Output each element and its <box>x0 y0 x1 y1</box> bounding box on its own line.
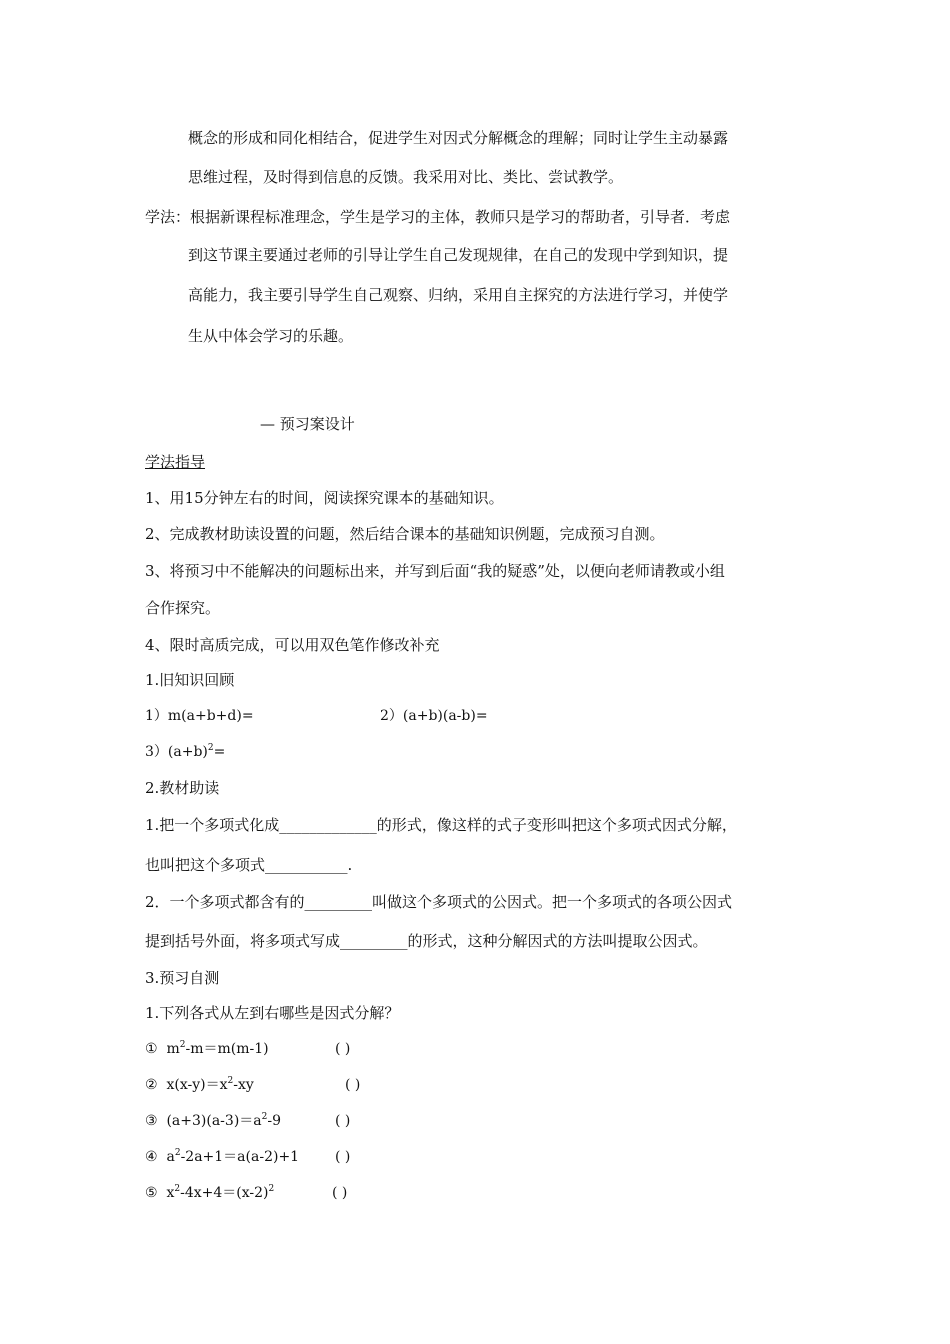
self-test-heading: 3.预习自测 <box>145 969 220 987</box>
review-heading: 1.旧知识回顾 <box>145 671 235 689</box>
guide-item-3b: 合作探究。 <box>145 599 221 617</box>
study-method-line-2: 到这节课主要通过老师的引导让学生自己发现规律，在自己的发现中学到知识，提 <box>188 246 729 264</box>
reading-heading: 2.教材助读 <box>145 779 220 797</box>
guide-item-3a: 3、将预习中不能解决的问题标出来，并写到后面“我的疑惑”处，以便向老师请教或小组 <box>145 562 725 580</box>
study-method-line-4: 生从中体会学习的乐趣。 <box>188 327 354 345</box>
section-title: — 预习案设计 <box>260 415 355 433</box>
self-test-question: 1.下列各式从左到右哪些是因式分解？ <box>145 1004 400 1022</box>
answer-bracket-3[interactable]: ( ) <box>335 1113 351 1129</box>
guide-item-1: 1、用15分钟左右的时间，阅读探究课本的基础知识。 <box>145 489 504 507</box>
answer-bracket-5[interactable]: ( ) <box>332 1185 348 1201</box>
guide-heading: 学法指导 <box>145 453 206 471</box>
intro-line-1: 概念的形成和同化相结合，促进学生对因式分解概念的理解；同时让学生主动暴露 <box>188 129 729 147</box>
guide-item-2: 2、完成教材助读设置的问题，然后结合课本的基础知识例题，完成预习自测。 <box>145 525 665 543</box>
self-test-item-1: ① $m^2-m=m(m-1)$ <box>145 1040 269 1057</box>
intro-line-2: 思维过程，及时得到信息的反馈。我采用对比、类比、尝试教学。 <box>188 168 624 186</box>
reading-p1a: 1.把一个多项式化成_____________的形式，像这样的式子变形叫把这个多项式因式分解， <box>145 816 737 834</box>
review-q1: 1）m(a+b+d)= <box>145 708 254 724</box>
answer-bracket-4[interactable]: ( ) <box>335 1149 351 1165</box>
reading-p2a: 2．一个多项式都含有的_________叫做这个多项式的公因式。把一个多项式的各项公因式 <box>145 893 733 911</box>
self-test-item-3: ③ $(a+3)(a-3)=a^2-9$ <box>145 1112 282 1129</box>
reading-p2b: 提到括号外面，将多项式写成_________的形式，这种分解因式的方法叫提取公因式。 <box>145 932 708 950</box>
review-q3: $3)(a+b)^2=$ <box>145 743 226 760</box>
reading-p1b: 也叫把这个多项式___________. <box>145 856 353 874</box>
self-test-item-5: ⑤ $x^2-4x+4=(x-2)^2$ <box>145 1184 275 1201</box>
study-method-line-1: 学法：根据新课程标准理念，学生是学习的主体，教师只是学习的帮助者，引导者．考虑 <box>145 208 731 226</box>
answer-bracket-1[interactable]: ( ) <box>335 1041 351 1057</box>
self-test-item-2: ② $x(x-y)=x^2-xy$ <box>145 1076 254 1093</box>
self-test-item-4: ④ $a^2-2a+1=a(a-2)+1$ <box>145 1148 300 1165</box>
guide-item-4: 4、限时高质完成，可以用双色笔作修改补充 <box>145 636 440 654</box>
review-q2: 2）(a+b)(a-b)= <box>380 708 488 724</box>
answer-bracket-2[interactable]: ( ) <box>345 1077 361 1093</box>
study-method-line-3: 高能力，我主要引导学生自己观察、归纳，采用自主探究的方法进行学习，并使学 <box>188 286 729 304</box>
